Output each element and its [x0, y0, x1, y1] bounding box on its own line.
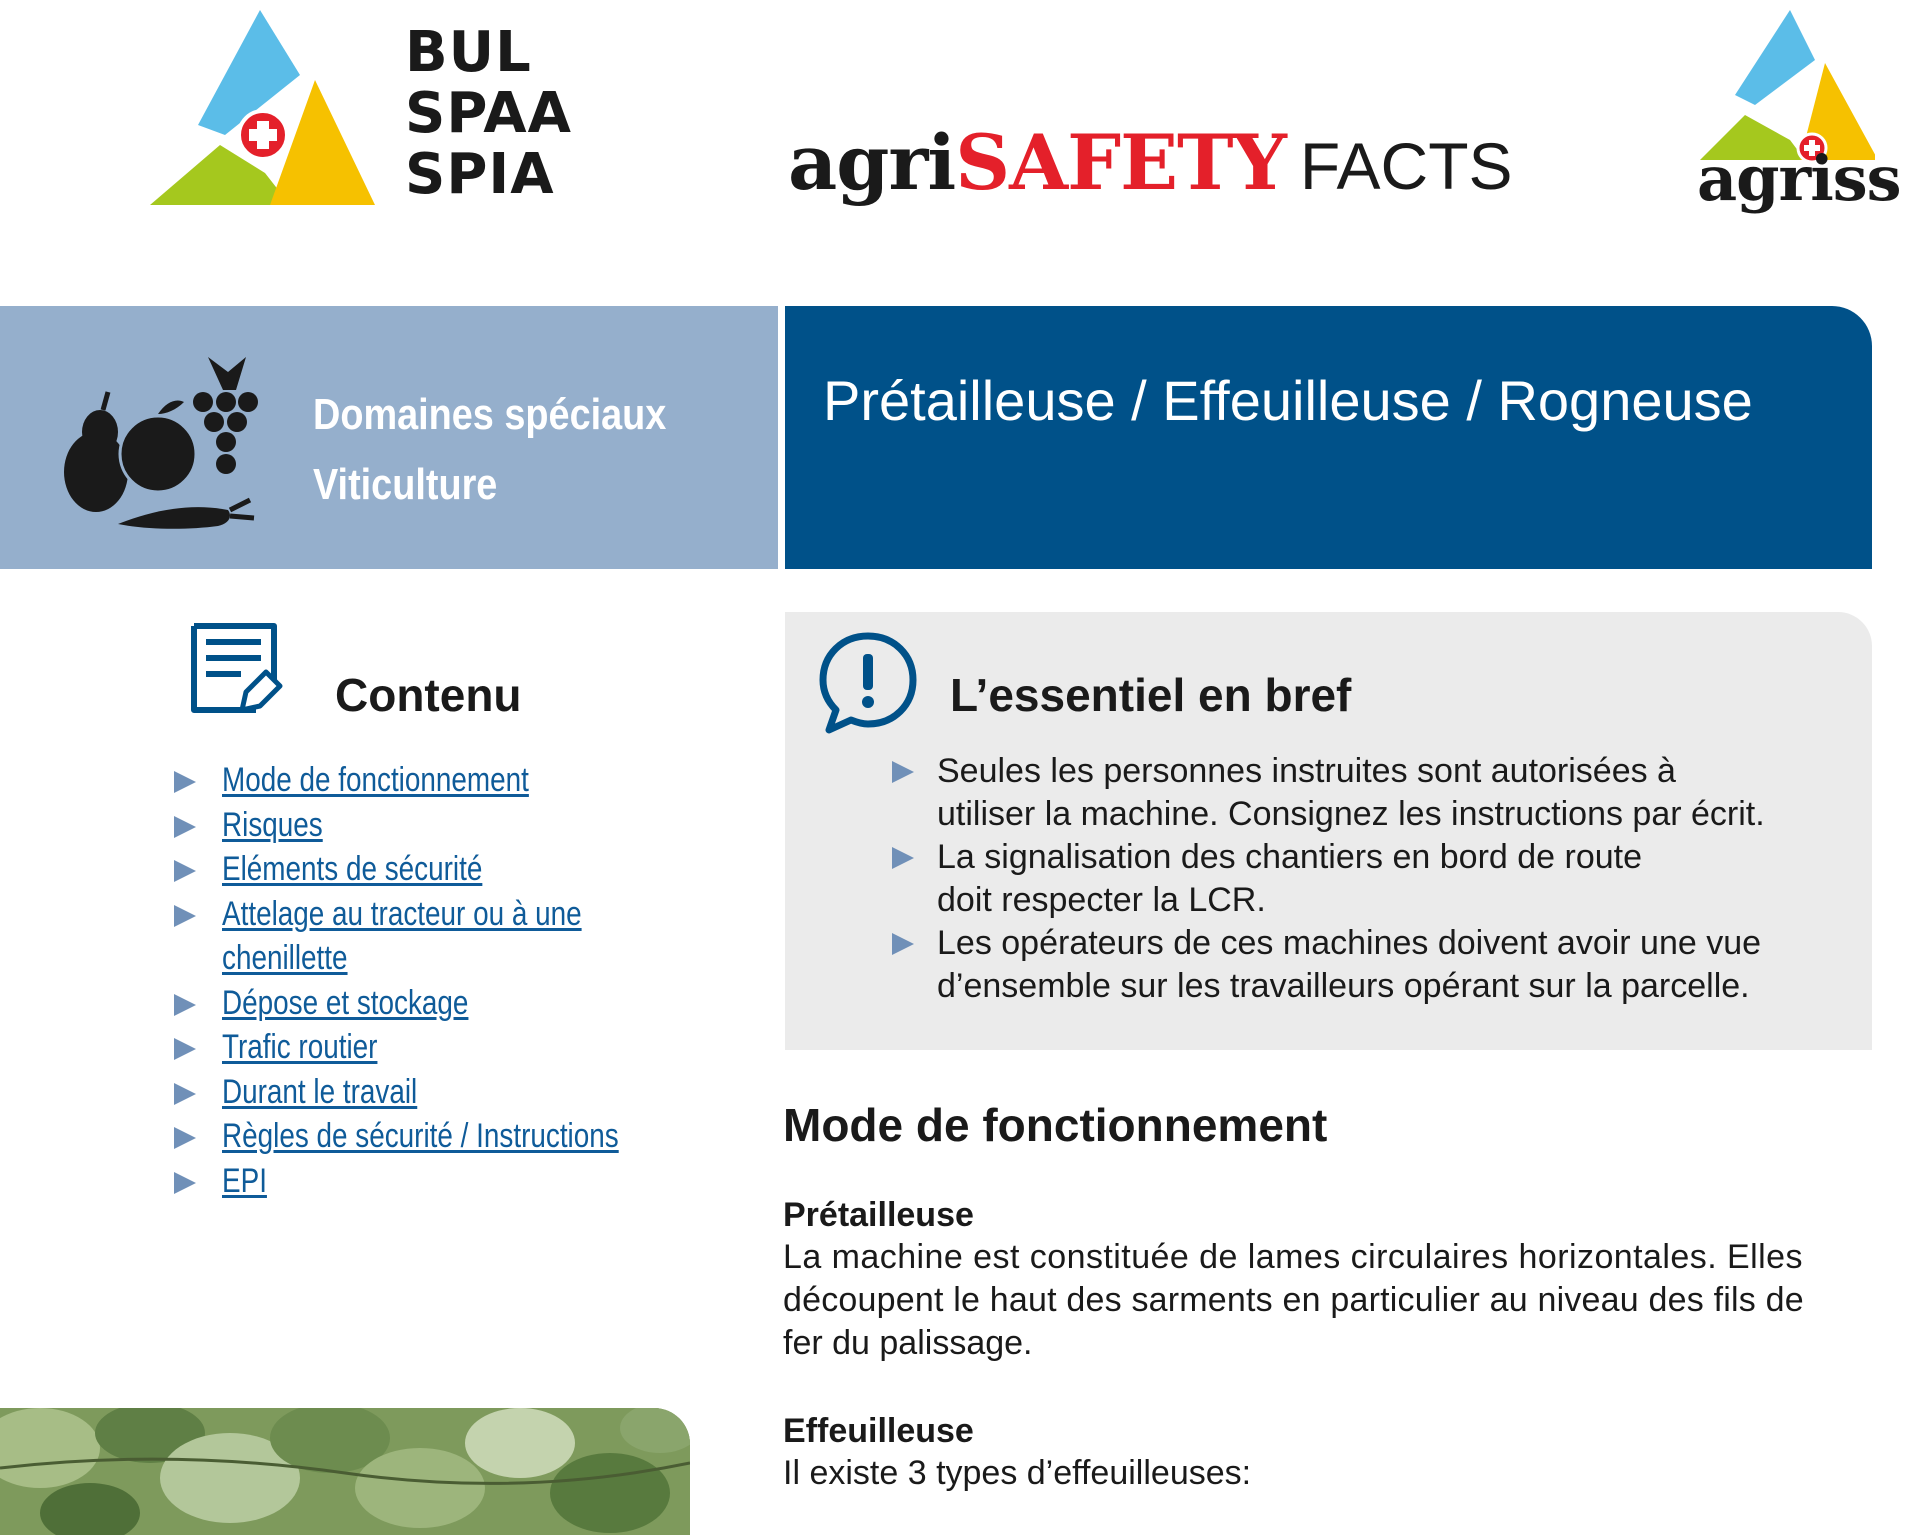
triangle-bullet-icon: [174, 1038, 196, 1060]
exclamation-speech-bubble-icon: [815, 630, 921, 736]
toc-item: [172, 758, 706, 803]
toc-item: [172, 1070, 706, 1115]
bul-spaa-spia-logo: [150, 5, 390, 205]
toc-item: [172, 981, 706, 1026]
vineyard-photo: [0, 1408, 690, 1535]
toc-link-risques[interactable]: Risques: [222, 805, 323, 844]
bullet-text-line: utiliser la machine. Consignez les instructions par écrit.: [937, 795, 1765, 833]
bullet-text-line: Les opérateurs de ces machines doivent avoir une vue: [937, 924, 1762, 962]
triangle-bullet-icon: [174, 905, 196, 927]
list-item: [892, 922, 1765, 1008]
triangle-bullet-icon: [174, 994, 196, 1016]
triangle-bullet-icon: [174, 816, 196, 838]
bullet-text-line: La signalisation des chantiers en bord de route: [937, 838, 1643, 876]
triangle-bullet-icon: [892, 847, 914, 869]
toc-item: [172, 847, 706, 892]
bullet-text-line: d’ensemble sur les travailleurs opérant sur la parcelle.: [937, 967, 1750, 1005]
essential-heading: L’essentiel en bref: [950, 669, 1352, 721]
list-item: [892, 750, 1765, 836]
triangle-bullet-icon: [892, 761, 914, 783]
pretailleuse-paragraph: [783, 1236, 1804, 1365]
toc-link-durant-le-travail[interactable]: Durant le travail: [222, 1072, 418, 1111]
toc-item: [172, 803, 706, 848]
toc-link-regles-de-securite[interactable]: Règles de sécurité / Instructions: [222, 1117, 619, 1155]
paragraph-line: La machine est constituée de lames circulaires horizontales. Elles: [783, 1238, 1803, 1276]
toc-link-depose-et-stockage[interactable]: Dépose et stockage: [222, 983, 469, 1022]
toc-item: [172, 1159, 706, 1204]
table-of-contents: [172, 758, 706, 1203]
title-banner: [785, 306, 1872, 569]
paragraph-line: fer du palissage.: [783, 1324, 1033, 1362]
toc-link-mode-de-fonctionnement[interactable]: Mode de fonctionnement: [222, 761, 529, 799]
toc-item: [172, 1114, 706, 1159]
list-item: [892, 836, 1765, 922]
bullet-text-line: Seules les personnes instruites sont autorisées à: [937, 752, 1676, 790]
triangle-bullet-icon: [174, 1083, 196, 1105]
essential-bullet-list: [892, 750, 1765, 1008]
agriss-logo: [1700, 5, 1875, 165]
toc-item: [172, 1025, 706, 1070]
triangle-bullet-icon: [892, 933, 914, 955]
toc-link-attelage-line1: Attelage au tracteur ou à une: [222, 894, 582, 933]
triangle-bullet-icon: [174, 1172, 196, 1194]
category-label: Domaines spéciaux Viticulture: [313, 390, 667, 509]
subheading-pretailleuse: Prétailleuse: [783, 1196, 974, 1234]
agrisafety-facts-wordmark: agriSAFETY FACTS: [788, 118, 1513, 207]
contents-heading: Contenu: [335, 669, 522, 721]
document-title: Prétailleuse / Effeuilleuse / Rogneuse: [823, 369, 1753, 432]
toc-link-epi[interactable]: EPI: [222, 1161, 267, 1200]
triangle-bullet-icon: [174, 771, 196, 793]
toc-item: [172, 892, 706, 981]
bullet-text-line: doit respecter la LCR.: [937, 881, 1266, 919]
subheading-effeuilleuse: Effeuilleuse: [783, 1412, 974, 1450]
toc-link-elements-de-securite[interactable]: Eléments de sécurité: [222, 850, 483, 888]
fruit-vegetable-icon: [58, 352, 268, 532]
triangle-bullet-icon: [174, 1127, 196, 1149]
paragraph-line: découpent le haut des sarments en particulier au niveau des fils de: [783, 1281, 1804, 1319]
document-edit-icon: [186, 620, 286, 720]
triangle-bullet-icon: [174, 860, 196, 882]
toc-link-trafic-routier[interactable]: Trafic routier: [222, 1028, 378, 1066]
agriss-wordmark: agriss: [1697, 142, 1901, 215]
toc-link-attelage-line2: chenillette: [222, 939, 348, 977]
toc-link-attelage[interactable]: [222, 892, 582, 981]
bul-logo-text: BUL SPAA SPIA: [405, 20, 572, 207]
section-heading-mode: Mode de fonctionnement: [783, 1099, 1328, 1151]
effeuilleuse-paragraph: Il existe 3 types d’effeuilleuses:: [783, 1454, 1252, 1492]
